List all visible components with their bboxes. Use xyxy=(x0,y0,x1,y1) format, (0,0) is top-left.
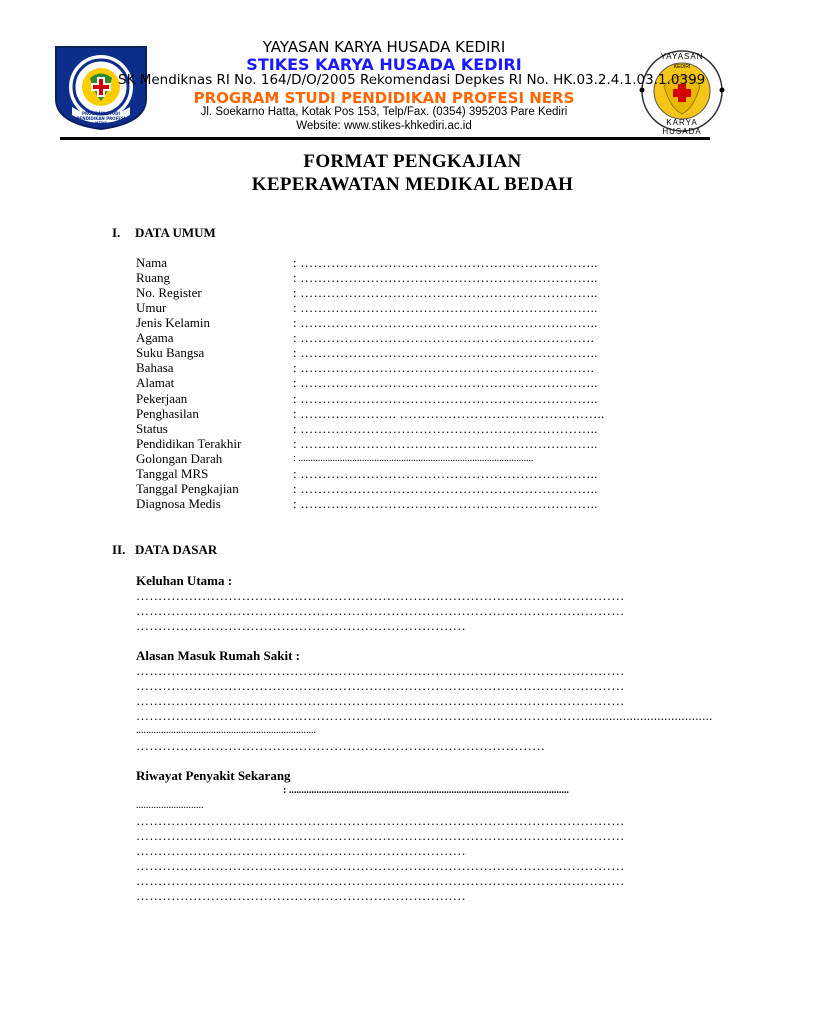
yayasan-logo-small-text: KEDIRI xyxy=(673,64,691,70)
alasan-masuk-line[interactable]: ………………………………………………………………………………………………… xyxy=(136,678,625,693)
institution-name: STIKES KARYA HUSADA KEDIRI xyxy=(246,55,522,74)
alasan-masuk-line[interactable]: ........................................................................ xyxy=(136,725,316,736)
alasan-masuk-line[interactable]: ………………………………………………………………………………………………… xyxy=(136,693,625,708)
keluhan-utama-line[interactable]: ………………………………………………………………… xyxy=(136,618,466,633)
form-title-line1: FORMAT PENGKAJIAN xyxy=(303,151,522,172)
alasan-masuk-line[interactable]: ………………………………………………………………………………… xyxy=(136,738,546,753)
decree-text: SK Mendiknas RI No. 164/D/O/2005 Rekomendasi Depkes RI No. HK.03.2.4.1.03.1.0399 xyxy=(118,72,706,88)
alasan-masuk-line[interactable]: ………………………………………………………………………………………………… xyxy=(136,663,625,678)
riwayat-penyakit-line[interactable]: ………………………………………………………………… xyxy=(136,843,466,858)
section-2-title: DATA DASAR xyxy=(135,542,218,557)
yayasan-logo-bottom-text: KARYA HUSADA xyxy=(662,118,702,136)
riwayat-penyakit-label: Riwayat Penyakit Sekarang xyxy=(136,768,291,783)
riwayat-penyakit-line[interactable]: ………………………………………………………………… xyxy=(136,888,466,903)
riwayat-penyakit-line[interactable]: ………………………………………………………………………………………………… xyxy=(136,858,625,873)
section-1-number: I. xyxy=(112,225,121,240)
keluhan-utama-line[interactable]: ………………………………………………………………………………………………… xyxy=(136,603,625,618)
riwayat-penyakit-colon-line[interactable]: : ................................................................................................................ xyxy=(283,785,569,796)
website-text: Website: www.stikes-khkediri.ac.id xyxy=(296,120,472,132)
header-divider xyxy=(60,137,710,140)
program-name: PROGRAM STUDI PENDIDIKAN PROFESI NERS xyxy=(193,89,575,107)
form-title-line2: KEPERAWATAN MEDIKAL BEDAH xyxy=(251,174,574,195)
riwayat-penyakit-line[interactable]: ………………………………………………………………………………………………… xyxy=(136,873,625,888)
section-1-heading xyxy=(112,225,216,241)
stikes-logo-bottom-text: PROGRAM STUDI PENDIDIKAN PROFESI NERS xyxy=(76,111,126,126)
yayasan-logo-top-text: YAYASAN xyxy=(660,52,704,61)
keluhan-utama-line[interactable]: ………………………………………………………………………………………………… xyxy=(136,588,625,603)
address-text: Jl. Soekarno Hatta, Kotak Pos 153, Telp/Fax. (0354) 395203 Pare Kediri xyxy=(200,106,568,118)
riwayat-penyakit-line[interactable]: ........................... xyxy=(136,800,204,811)
riwayat-penyakit-line[interactable]: ………………………………………………………………………………………………… xyxy=(136,813,625,828)
keluhan-utama-label: Keluhan Utama : xyxy=(136,573,233,588)
section-2-number: II. xyxy=(112,542,126,557)
section-1-title: DATA UMUM xyxy=(135,225,216,240)
foundation-name: YAYASAN KARYA HUSADA KEDIRI xyxy=(262,38,506,56)
alasan-masuk-line[interactable]: …………………………………………………………………………………………..................................... xyxy=(136,708,713,723)
alasan-masuk-label: Alasan Masuk Rumah Sakit : xyxy=(136,648,300,663)
riwayat-penyakit-line[interactable]: ………………………………………………………………………………………………… xyxy=(136,828,625,843)
section-2-heading xyxy=(112,542,217,558)
